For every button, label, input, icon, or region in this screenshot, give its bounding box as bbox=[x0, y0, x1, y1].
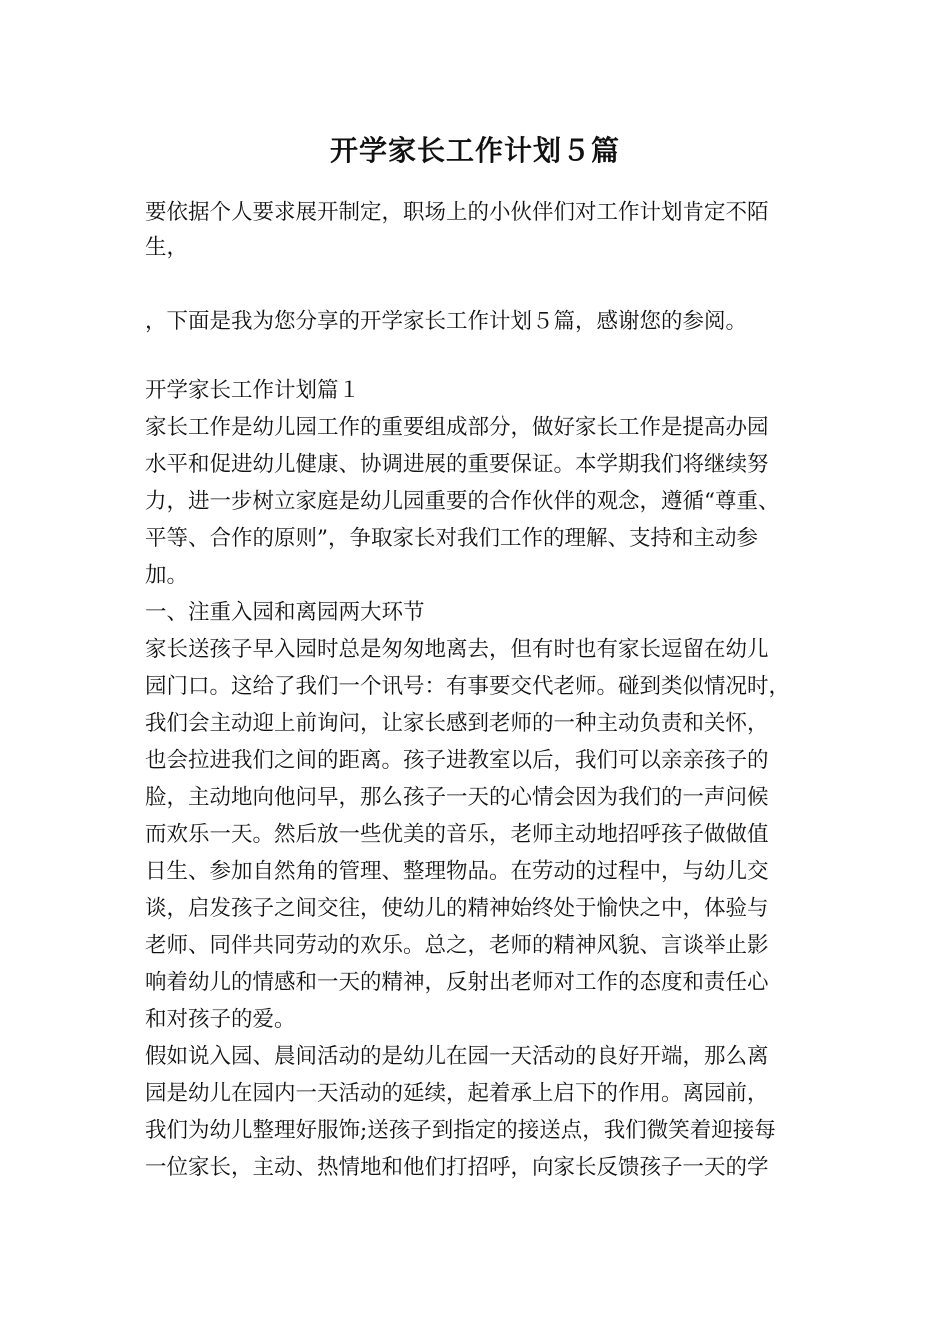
intro-line: 要依据个人要求展开制定，职场上的小伙伴们对工作计划肯定不陌 bbox=[145, 200, 769, 225]
paragraph-line: 家长送孩子早入园时总是匆匆地离去，但有时也有家长逗留在幼儿 bbox=[145, 637, 769, 662]
paragraph-line: 谈，启发孩子之间交往，使幼儿的精神始终处于愉快之中，体验与 bbox=[145, 896, 769, 921]
document-title: 开学家长工作计划５篇 bbox=[329, 134, 620, 167]
paragraph-line: 水平和促进幼儿健康、协调进展的重要保证。本学期我们将继续努 bbox=[145, 452, 769, 477]
paragraph-line: 我们会主动迎上前询问，让家长感到老师的一种主动负责和关怀， bbox=[145, 711, 769, 736]
paragraph-line: 日生、参加自然角的管理、整理物品。在劳动的过程中，与幼儿交 bbox=[145, 859, 769, 884]
paragraph-line: 老师、同伴共同劳动的欢乐。总之，老师的精神风貌、言谈举止影 bbox=[145, 933, 769, 958]
paragraph-line: 和对孩子的爱。 bbox=[145, 1007, 296, 1032]
paragraph-line: 加。 bbox=[145, 563, 189, 588]
paragraph-line: 而欢乐一天。然后放一些优美的音乐，老师主动地招呼孩子做做值 bbox=[145, 822, 769, 847]
intro-line: 生， bbox=[145, 235, 189, 260]
paragraph-line: 家长工作是幼儿园工作的重要组成部分，做好家长工作是提高办园 bbox=[145, 415, 769, 440]
paragraph-line: 平等、合作的原则”，争取家长对我们工作的理解、支持和主动参 bbox=[145, 526, 758, 551]
paragraph-line: 也会拉进我们之间的距离。孩子进教室以后，我们可以亲亲孩子的 bbox=[145, 748, 769, 773]
paragraph-line: 园门口。这给了我们一个讯号：有事要交代老师。碰到类似情况时， bbox=[145, 674, 791, 699]
paragraph-line: 脸，主动地向他问早，那么孩子一天的心情会因为我们的一声问候 bbox=[145, 785, 769, 810]
subheading: 一、注重入园和离园两大环节 bbox=[145, 600, 425, 625]
paragraph-line: 园是幼儿在园内一天活动的延续，起着承上启下的作用。离园前， bbox=[145, 1081, 769, 1106]
intro-line: ，下面是我为您分享的开学家长工作计划５篇，感谢您的参阅。 bbox=[145, 309, 748, 334]
paragraph-line: 响着幼儿的情感和一天的精神，反射出老师对工作的态度和责任心 bbox=[145, 970, 769, 995]
paragraph-line: 一位家长，主动、热情地和他们打招呼，向家长反馈孩子一天的学 bbox=[145, 1155, 769, 1180]
paragraph-line: 力，进一步树立家庭是幼儿园重要的合作伙伴的观念，遵循“尊重、 bbox=[145, 489, 780, 514]
section-heading: 开学家长工作计划篇１ bbox=[145, 378, 361, 403]
paragraph-line: 我们为幼儿整理好服饰;送孩子到指定的接送点，我们微笑着迎接每 bbox=[145, 1118, 776, 1143]
paragraph-line: 假如说入园、晨间活动的是幼儿在园一天活动的良好开端，那么离 bbox=[145, 1044, 769, 1069]
